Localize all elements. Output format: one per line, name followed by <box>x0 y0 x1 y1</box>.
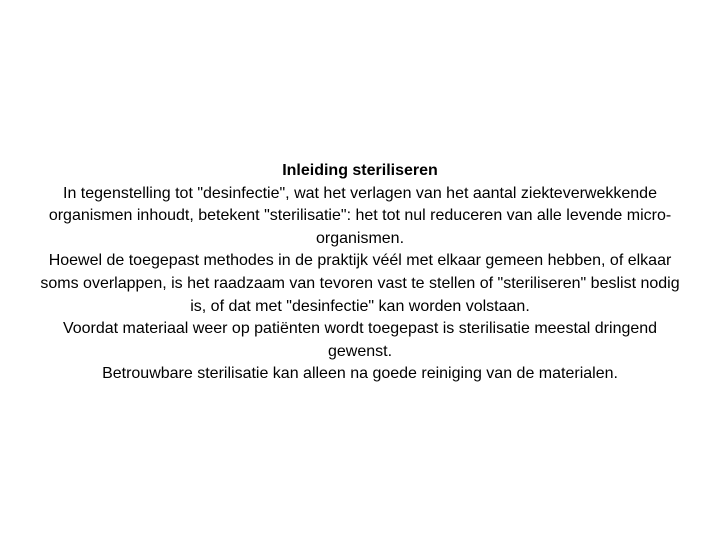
paragraph-patients: Voordat materiaal weer op patiënten wordt toegepast is sterilisatie meestal dringend gewenst. <box>62 320 658 360</box>
paragraph-methods: Hoewel de toegepast methodes in de praktijk véél met elkaar gemeen hebben, of elkaar soms overlappen, is het raadzaam van tevoren vast te stellen of "steriliseren" beslist nodig is, of dat met "desinfectie" kan worden volstaan. <box>40 252 680 315</box>
paragraph-definition: In tegenstelling tot "desinfectie", wat het verlagen van het aantal ziekteverwekkende organismen inhoudt, betekent "sterilisatie": het tot nul reduceren van alle levende micro-organismen. <box>48 184 672 247</box>
slide-title: Inleiding steriliseren <box>282 162 438 179</box>
paragraph-cleaning: Betrouwbare sterilisatie kan alleen na goede reiniging van de materialen. <box>102 365 618 383</box>
text-block <box>40 160 680 386</box>
